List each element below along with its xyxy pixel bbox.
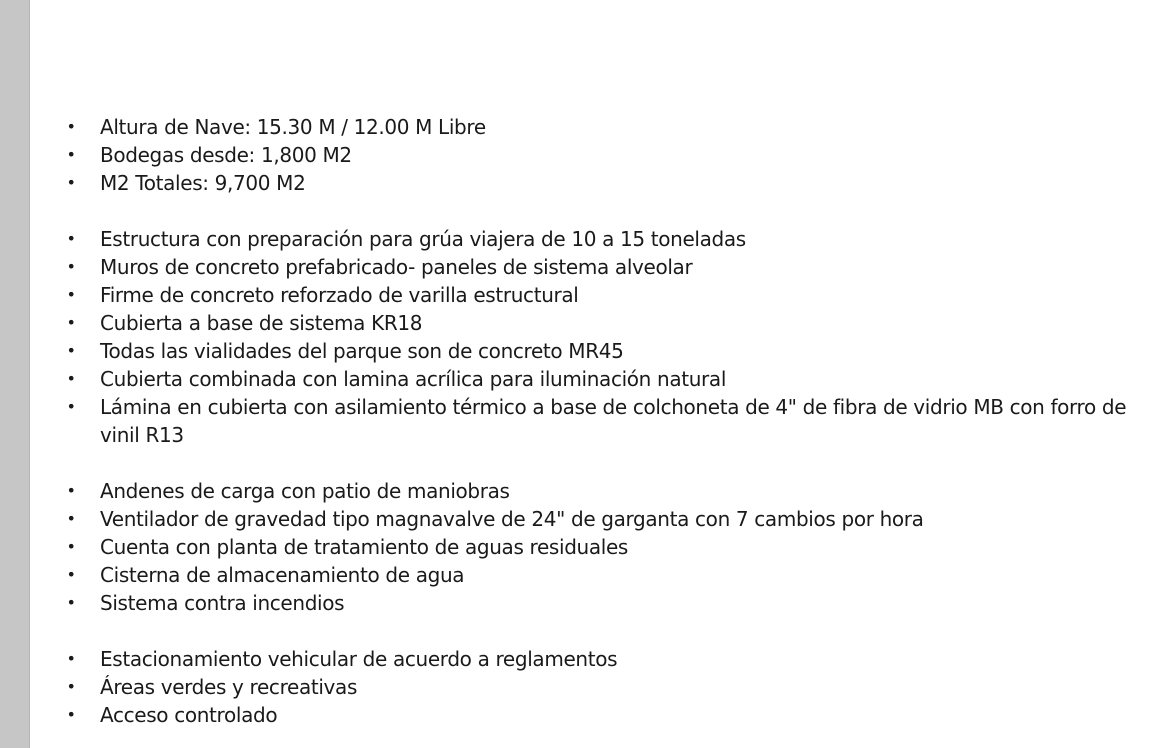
left-gutter	[0, 0, 30, 748]
list-item-text: Lámina en cubierta con asilamiento térmico a base de colchoneta de 4" de fibra de vidrio MB con forro de vinil R13	[100, 395, 1127, 447]
list-item-text: Todas las vialidades del parque son de concreto MR45	[100, 339, 624, 363]
list-item	[62, 281, 1162, 309]
bullet-icon: •	[66, 173, 76, 192]
list-item-text: Muros de concreto prefabricado- paneles de sistema alveolar	[100, 255, 693, 279]
list-item-text: Ventilador de gravedad tipo magnavalve de 24" de garganta con 7 cambios por hora	[100, 507, 924, 531]
bullet-icon: •	[66, 593, 76, 612]
features-list	[62, 113, 1162, 729]
bullet-icon: •	[66, 649, 76, 668]
list-item-text: Cubierta a base de sistema KR18	[100, 311, 423, 335]
bullet-icon: •	[66, 229, 76, 248]
list-item	[62, 673, 1162, 701]
list-item-text: Áreas verdes y recreativas	[100, 675, 358, 699]
list-item	[62, 309, 1162, 337]
bullet-icon: •	[66, 117, 76, 136]
bullet-icon: •	[66, 313, 76, 332]
list-item	[62, 505, 1162, 533]
bullet-icon: •	[66, 341, 76, 360]
list-item	[62, 477, 1162, 505]
bullet-icon: •	[66, 145, 76, 164]
list-item	[62, 701, 1162, 729]
list-item-text: M2 Totales: 9,700 M2	[100, 171, 306, 195]
list-item	[62, 253, 1162, 281]
bullet-icon: •	[66, 537, 76, 556]
list-item	[62, 533, 1162, 561]
list-item-text: Acceso controlado	[100, 703, 278, 727]
list-item-text: Bodegas desde: 1,800 M2	[100, 143, 352, 167]
bullet-icon: •	[66, 481, 76, 500]
list-item-text: Firme de concreto reforzado de varilla estructural	[100, 283, 579, 307]
list-item	[62, 393, 1162, 449]
bullet-icon: •	[66, 397, 76, 416]
bullet-icon: •	[66, 565, 76, 584]
feature-group-amenities	[62, 645, 1162, 729]
list-item-text: Cisterna de almacenamiento de agua	[100, 563, 465, 587]
list-item	[62, 645, 1162, 673]
bullet-icon: •	[66, 509, 76, 528]
list-item-text: Estructura con preparación para grúa viajera de 10 a 15 toneladas	[100, 227, 746, 251]
list-item-text: Andenes de carga con patio de maniobras	[100, 479, 510, 503]
list-item	[62, 561, 1162, 589]
document-page	[30, 0, 1170, 748]
bullet-icon: •	[66, 285, 76, 304]
feature-group-construction	[62, 225, 1162, 449]
list-item	[62, 365, 1162, 393]
list-item	[62, 337, 1162, 365]
list-item-text: Estacionamiento vehicular de acuerdo a reglamentos	[100, 647, 618, 671]
list-item	[62, 589, 1162, 617]
list-item	[62, 113, 1162, 141]
list-item	[62, 169, 1162, 197]
feature-group-dimensions	[62, 113, 1162, 197]
feature-group-services	[62, 477, 1162, 617]
list-item	[62, 141, 1162, 169]
bullet-icon: •	[66, 257, 76, 276]
list-item-text: Sistema contra incendios	[100, 591, 345, 615]
bullet-icon: •	[66, 705, 76, 724]
list-item-text: Cuenta con planta de tratamiento de aguas residuales	[100, 535, 629, 559]
list-item	[62, 225, 1162, 253]
bullet-icon: •	[66, 677, 76, 696]
bullet-icon: •	[66, 369, 76, 388]
list-item-text: Altura de Nave: 15.30 M / 12.00 M Libre	[100, 115, 486, 139]
list-item-text: Cubierta combinada con lamina acrílica para iluminación natural	[100, 367, 727, 391]
